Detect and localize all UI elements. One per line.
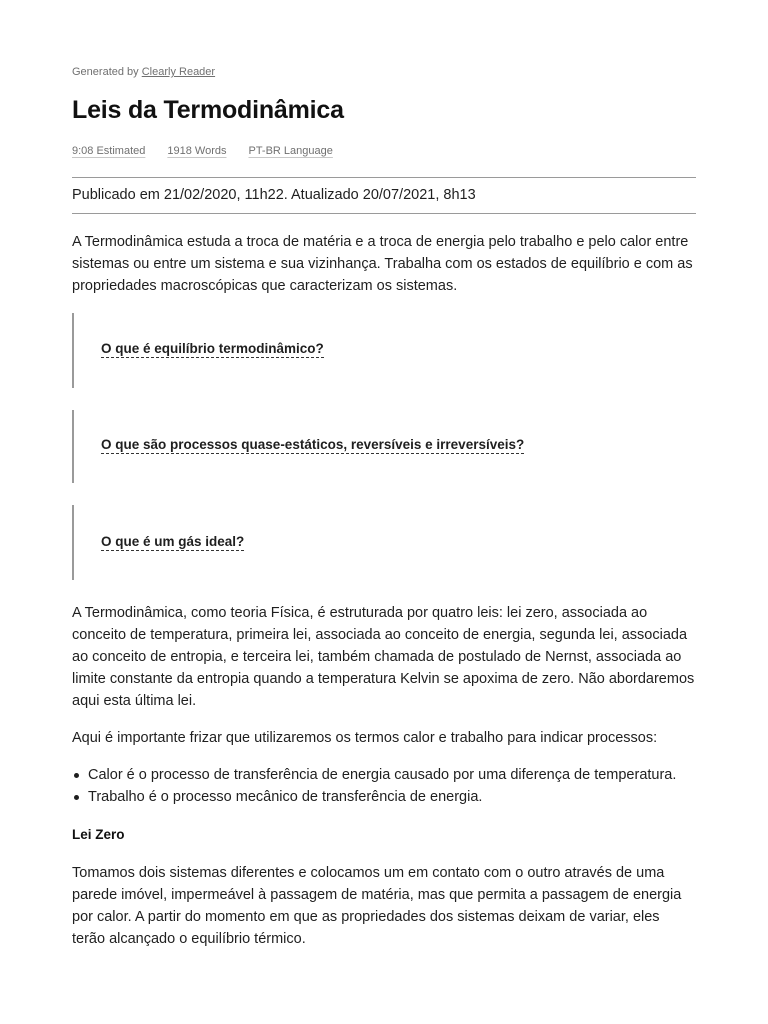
article-title: Leis da Termodinâmica: [72, 96, 344, 124]
language: PT-BR Language: [248, 145, 333, 157]
generated-by-prefix: Generated by: [72, 66, 142, 78]
article-meta: [72, 145, 355, 157]
related-link-equilibrio[interactable]: O que é equilíbrio termodinâmico?: [101, 341, 324, 356]
read-time: 9:08 Estimated: [72, 145, 146, 157]
related-link-processos[interactable]: O que são processos quase-estáticos, reversíveis e irreversíveis?: [101, 437, 525, 452]
list-item: Calor é o processo de transferência de energia causado por uma diferença de temperatura.: [72, 764, 696, 786]
related-link-gas-ideal[interactable]: O que é um gás ideal?: [101, 534, 245, 549]
related-quote-2: [72, 410, 696, 483]
section-heading-lei-zero: Lei Zero: [72, 827, 125, 842]
clearly-reader-link[interactable]: Clearly Reader: [141, 66, 216, 78]
publication-date: Publicado em 21/02/2020, 11h22. Atualizado 20/07/2021, 8h13: [72, 177, 696, 214]
list-item: Trabalho é o processo mecânico de transferência de energia.: [72, 786, 696, 808]
lei-zero-paragraph: Tomamos dois sistemas diferentes e colocamos um em contato com o outro através de uma parede imóvel, impermeável à passagem de matéria, mas que permita a passagem de energia por calor. A partir do momento em que as propriedades dos sistemas deixam de variar, eles terão alcançado o equilíbrio térmico.: [72, 865, 682, 947]
terms-paragraph: Aqui é importante frizar que utilizaremos os termos calor e trabalho para indicar processos:: [72, 730, 658, 746]
related-quote-1: [72, 313, 696, 388]
laws-paragraph: A Termodinâmica, como teoria Física, é estruturada por quatro leis: lei zero, associada ao conceito de temperatura, primeira lei, associada ao conceito de energia, segunda lei, associada ao conceito de entropia, e terceira lei, também chamada de postulado de Nernst, associada ao limite constante da entropia quando a temperatura Kelvin se apoxima de zero. Não abordaremos aqui esta última lei.: [72, 605, 695, 709]
related-quote-3: [72, 505, 696, 580]
definitions-list: [72, 764, 696, 808]
word-count: 1918 Words: [167, 145, 227, 157]
generated-by-line: [72, 66, 215, 78]
intro-paragraph: A Termodinâmica estuda a troca de matéria e a troca de energia pelo trabalho e pelo calor entre sistemas ou entre um sistema e sua vizinhança. Trabalha com os estados de equilíbrio e com as propriedades macroscópicas que caracterizam os sistemas.: [72, 234, 693, 294]
